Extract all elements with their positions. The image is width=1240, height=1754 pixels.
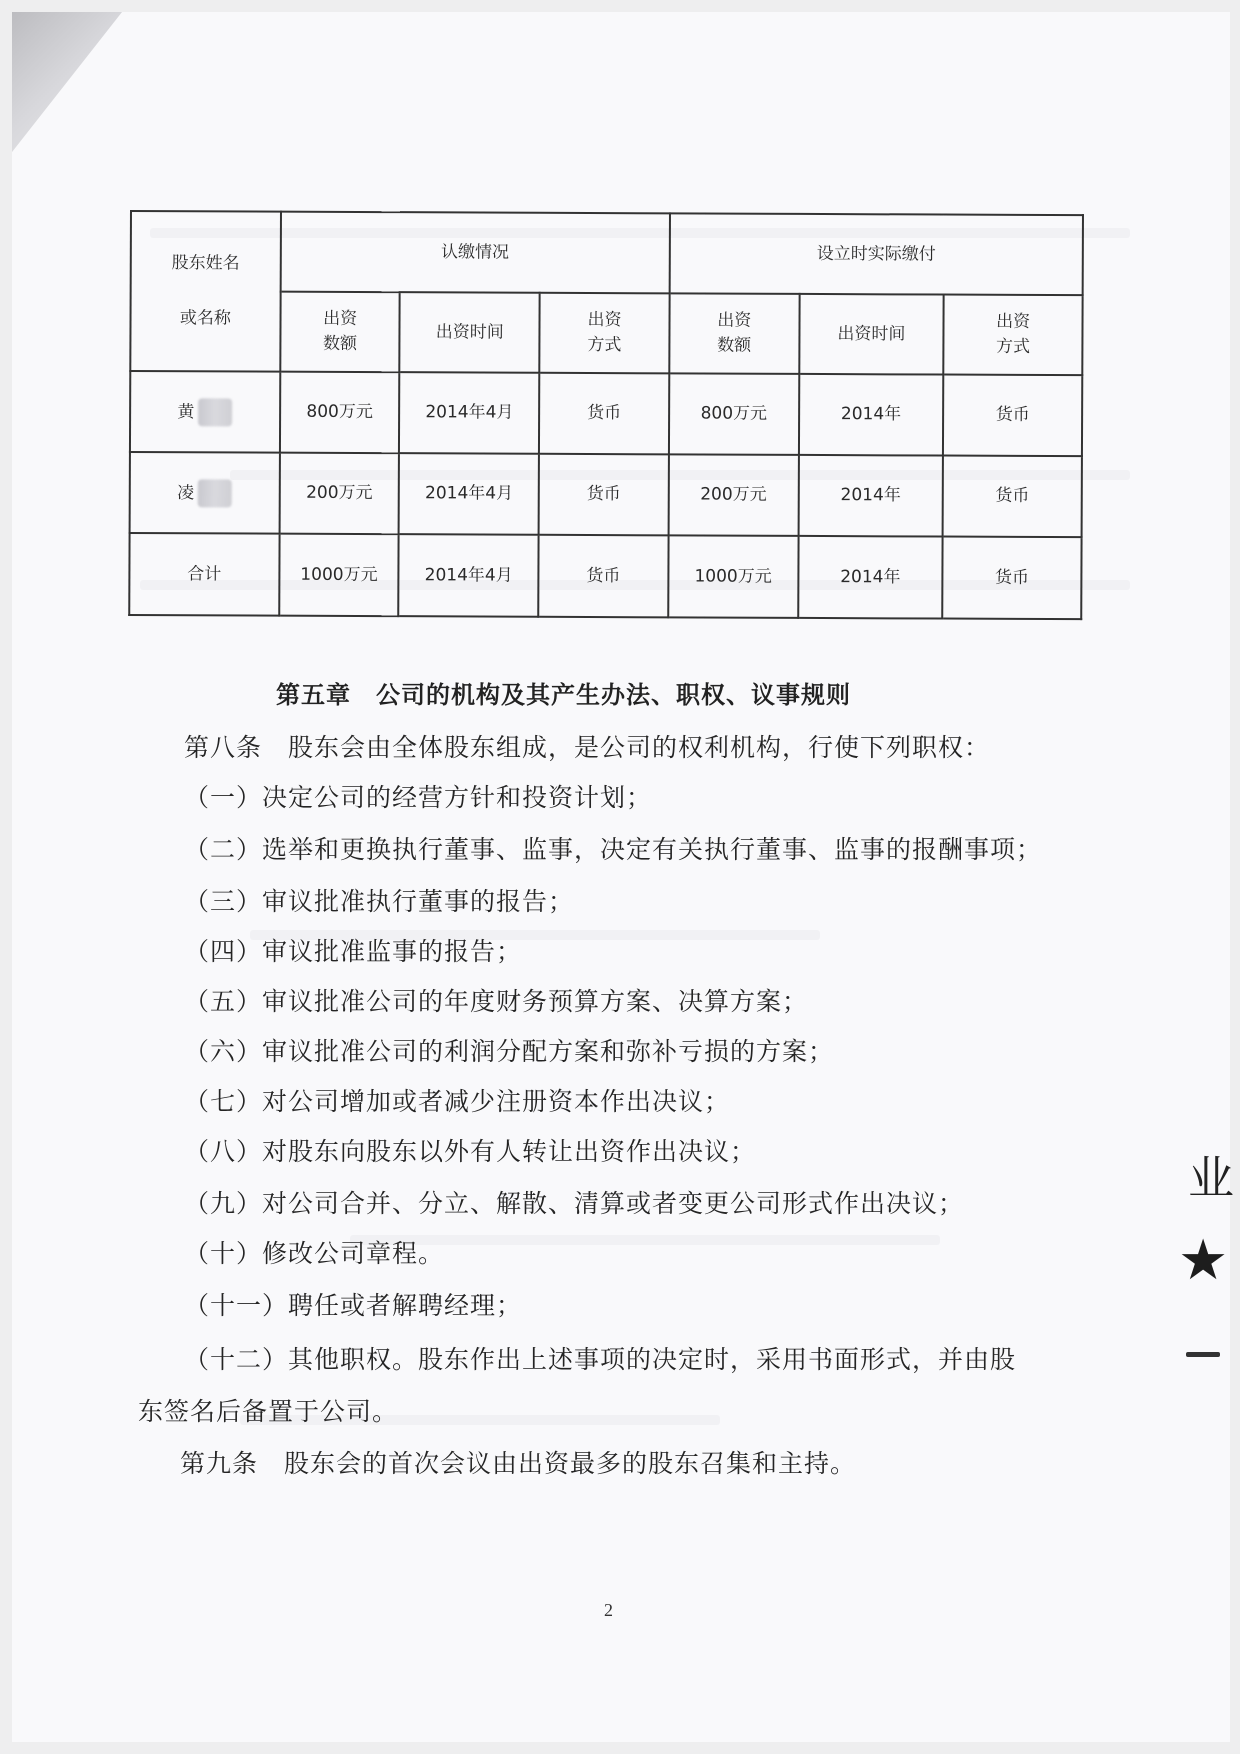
header-text: 数额 <box>717 335 752 356</box>
cell-paid-amount: 1000万元 <box>668 535 798 618</box>
header-text: 数额 <box>322 333 358 354</box>
clause-2: （二）选举和更换执行董事、监事，决定有关执行董事、监事的报酬事项； <box>184 835 1043 864</box>
header-sub-time: 出资时间 <box>400 292 540 373</box>
redaction <box>198 479 232 507</box>
cell-paid-time: 2014年 <box>798 455 943 537</box>
clause-6: （六）审议批准公司的利润分配方案和弥补亏损的方案； <box>184 1037 835 1066</box>
header-paid-method <box>944 295 1083 376</box>
header-sub-method <box>539 293 669 374</box>
table-row <box>130 371 1082 456</box>
header-name-line2: 或名称 <box>179 308 231 329</box>
cell-paid-time: 2014年 <box>798 536 943 619</box>
cell-name: 合计 <box>129 533 279 616</box>
shareholder-name: 黄 <box>177 401 195 422</box>
cell-name <box>130 452 280 534</box>
header-paid-amount <box>669 293 799 374</box>
header-text: 出资 <box>323 309 358 330</box>
header-paid-at-establishment: 设立时实际缴付 <box>669 213 1083 295</box>
header-name-line1: 股东姓名 <box>171 253 240 274</box>
article-8: 第八条 股东会由全体股东组成，是公司的权利机构，行使下列职权： <box>184 733 991 762</box>
cell-name <box>130 371 280 453</box>
seal-star-icon: ★ <box>1178 1228 1229 1293</box>
header-subscribed: 认缴情况 <box>280 212 670 294</box>
cell-paid-method: 货币 <box>943 537 1082 620</box>
header-text: 出资 <box>717 310 752 332</box>
article-9: 第九条 股东会的首次会议由出资最多的股东召集和主持。 <box>180 1449 857 1478</box>
clause-3: （三）审议批准执行董事的报告； <box>184 887 575 916</box>
seal-edge-mark <box>1186 1352 1220 1357</box>
cell-paid-method: 货币 <box>943 375 1082 457</box>
cell-sub-amount: 800万元 <box>280 372 400 454</box>
clause-1: （一）决定公司的经营方针和投资计划； <box>184 783 653 812</box>
clause-12-continued: 东签名后备置于公司。 <box>138 1397 399 1426</box>
header-text: 出资 <box>996 312 1031 333</box>
cell-paid-time: 2014年 <box>799 374 944 456</box>
clause-11: （十一）聘任或者解聘经理； <box>184 1291 523 1320</box>
redaction <box>198 398 232 426</box>
header-text: 方式 <box>996 336 1031 357</box>
cell-sub-time: 2014年4月 <box>399 453 539 535</box>
cell-paid-amount: 800万元 <box>669 373 799 455</box>
cell-sub-time: 2014年4月 <box>399 534 539 617</box>
cell-sub-amount: 200万元 <box>279 453 399 535</box>
header-paid-time: 出资时间 <box>799 294 944 375</box>
clause-7: （七）对公司增加或者减少注册资本作出决议； <box>184 1087 731 1116</box>
table-row <box>130 452 1082 537</box>
clause-8: （八）对股东向股东以外有人转让出资作出决议； <box>184 1137 757 1166</box>
cell-sub-method: 货币 <box>539 454 669 536</box>
cell-paid-amount: 200万元 <box>668 454 798 536</box>
header-sub-amount <box>280 292 400 373</box>
cell-sub-method: 货币 <box>538 535 668 618</box>
clause-12: （十二）其他职权。股东作出上述事项的决定时，采用书面形式，并由股 <box>184 1345 1017 1374</box>
cell-sub-method: 货币 <box>539 373 669 455</box>
clause-10: （十）修改公司章程。 <box>184 1239 445 1268</box>
capital-contribution-table <box>128 210 1084 620</box>
cell-sub-amount: 1000万元 <box>279 534 399 617</box>
chapter-title: 第五章 公司的机构及其产生办法、职权、议事规则 <box>276 681 851 709</box>
header-shareholder-name <box>130 211 280 372</box>
shareholder-name: 凌 <box>177 482 195 503</box>
seal-fragment-char: 业 <box>1188 1151 1234 1205</box>
clause-4: （四）审议批准监事的报告； <box>184 937 523 966</box>
header-text: 出资 <box>587 310 622 331</box>
page-number: 2 <box>604 1600 613 1620</box>
cell-paid-method: 货币 <box>943 456 1082 538</box>
clause-9: （九）对公司合并、分立、解散、清算或者变更公司形式作出决议； <box>184 1189 965 1218</box>
clause-5: （五）审议批准公司的年度财务预算方案、决算方案； <box>184 987 809 1016</box>
cell-sub-time: 2014年4月 <box>399 372 539 454</box>
table-row-total <box>129 533 1081 619</box>
header-text: 方式 <box>587 334 622 356</box>
